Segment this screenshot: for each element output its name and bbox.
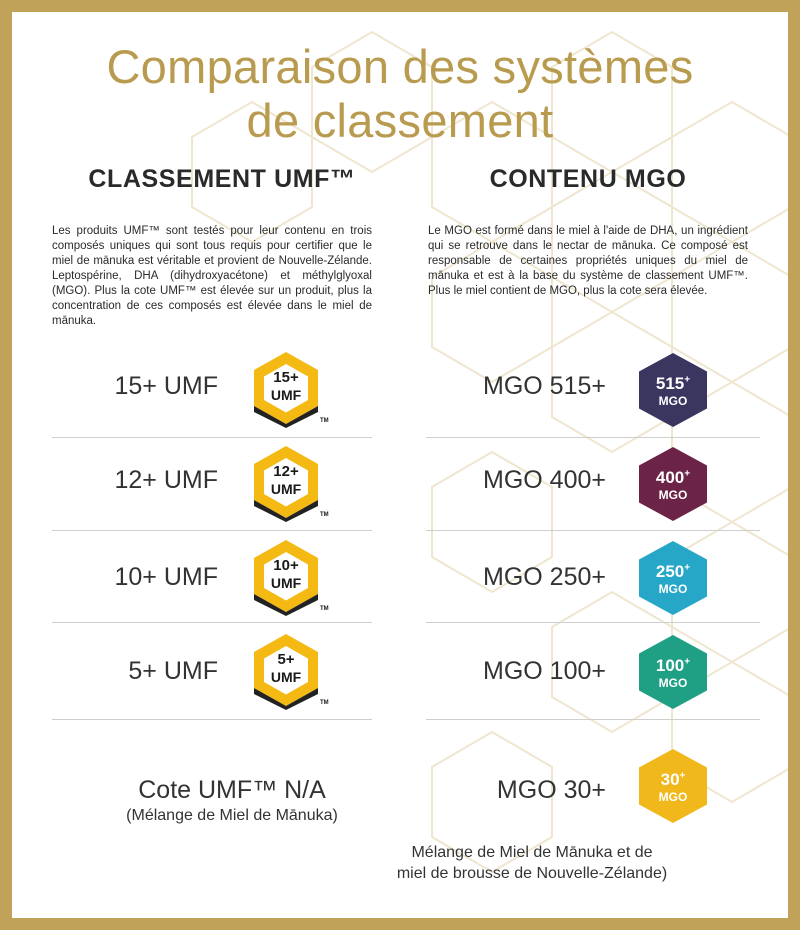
mgo-row-label: MGO 400+ [483, 466, 606, 494]
mgo-badge-unit: MGO [658, 488, 688, 502]
mgo-row-label: MGO 100+ [483, 657, 606, 685]
umf-12-badge [248, 442, 329, 522]
mgo-400-badge [636, 444, 710, 524]
umf-badge-unit: UMF [270, 481, 302, 497]
mgo-515-badge [636, 350, 710, 430]
umf-row-label: 12+ UMF [114, 466, 218, 494]
umf-badge-unit: UMF [270, 387, 302, 403]
umf-divider [52, 719, 372, 720]
mgo-badge-number: 400+ [655, 468, 691, 487]
mgo-divider [426, 530, 760, 531]
mgo-30-badge [636, 746, 710, 826]
umf-badge-number: 5+ [277, 651, 295, 668]
umf-row-label: 5+ UMF [128, 657, 218, 685]
blend-note-line-1: Mélange de Miel de Mānuka et de [411, 844, 653, 861]
blend-note [382, 842, 682, 884]
mgo-100-badge [636, 632, 710, 712]
mgo-badge-number: 100+ [655, 656, 691, 675]
mgo-row-label: MGO 515+ [483, 372, 606, 400]
mgo-heading: CONTENU MGO [489, 165, 687, 193]
trademark-mark: TM [320, 512, 329, 518]
trademark-mark: TM [320, 700, 329, 706]
umf-heading: CLASSEMENT UMF™ [88, 165, 356, 193]
mgo-row-label: MGO 30+ [496, 776, 606, 804]
mgo-description: Le MGO est formé dans le miel à l'aide de DHA, un ingrédient qui se retrouve dans le nectar de mānuka. Ce composé est responsable de certaines propriétés uniques du miel de mānuka et est à la base du système de classement UMF™. Plus le miel contient de MGO, plus la cote sera élevée. [428, 225, 748, 297]
mgo-badge-number: 30+ [660, 770, 686, 789]
title-line-2: de classement [246, 94, 554, 147]
umf-badge-number: 12+ [273, 463, 299, 480]
mgo-row-label: MGO 250+ [483, 563, 606, 591]
mgo-badge-unit: MGO [658, 790, 688, 804]
umf-divider [52, 530, 372, 531]
mgo-badge-unit: MGO [658, 582, 688, 596]
mgo-divider [426, 437, 760, 438]
umf-5-badge [248, 630, 329, 710]
mgo-divider [426, 622, 760, 623]
umf-divider [52, 437, 372, 438]
mgo-250-badge [636, 538, 710, 618]
page-title [12, 40, 788, 148]
trademark-mark: TM [320, 606, 329, 612]
umf-10-badge [248, 536, 329, 616]
umf-badge-number: 15+ [273, 369, 299, 386]
umf-15-badge [248, 348, 329, 428]
umf-na-title: Cote UMF™ N/A [138, 776, 326, 804]
umf-description: Les produits UMF™ sont testés pour leur contenu en trois composés uniques qui sont tous requis pour certifier que le miel de mānuka est véritable et provient de Nouvelle-Zélande. Leptospérine, DHA (dihydroxyacétone) et méthylglyoxal (MGO). Plus la cote UMF™ est élevée sur un produit, plus la concentration de ces composés est élevée dans le miel de mānuka. [52, 225, 372, 327]
umf-badge-unit: UMF [270, 575, 302, 591]
mgo-badge-unit: MGO [658, 394, 688, 408]
umf-row-label: 15+ UMF [114, 372, 218, 400]
mgo-badge-number: 515+ [655, 374, 691, 393]
trademark-mark: TM [320, 418, 329, 424]
umf-na-subtitle: (Mélange de Miel de Mānuka) [126, 807, 338, 824]
mgo-divider [426, 719, 760, 720]
mgo-badge-number: 250+ [655, 562, 691, 581]
mgo-badge-unit: MGO [658, 676, 688, 690]
umf-badge-unit: UMF [270, 669, 302, 685]
blend-note-line-2: miel de brousse de Nouvelle-Zélande) [396, 865, 668, 882]
title-line-1: Comparaison des systèmes [106, 40, 694, 93]
umf-row-label: 10+ UMF [114, 563, 218, 591]
umf-divider [52, 622, 372, 623]
umf-badge-number: 10+ [273, 557, 299, 574]
